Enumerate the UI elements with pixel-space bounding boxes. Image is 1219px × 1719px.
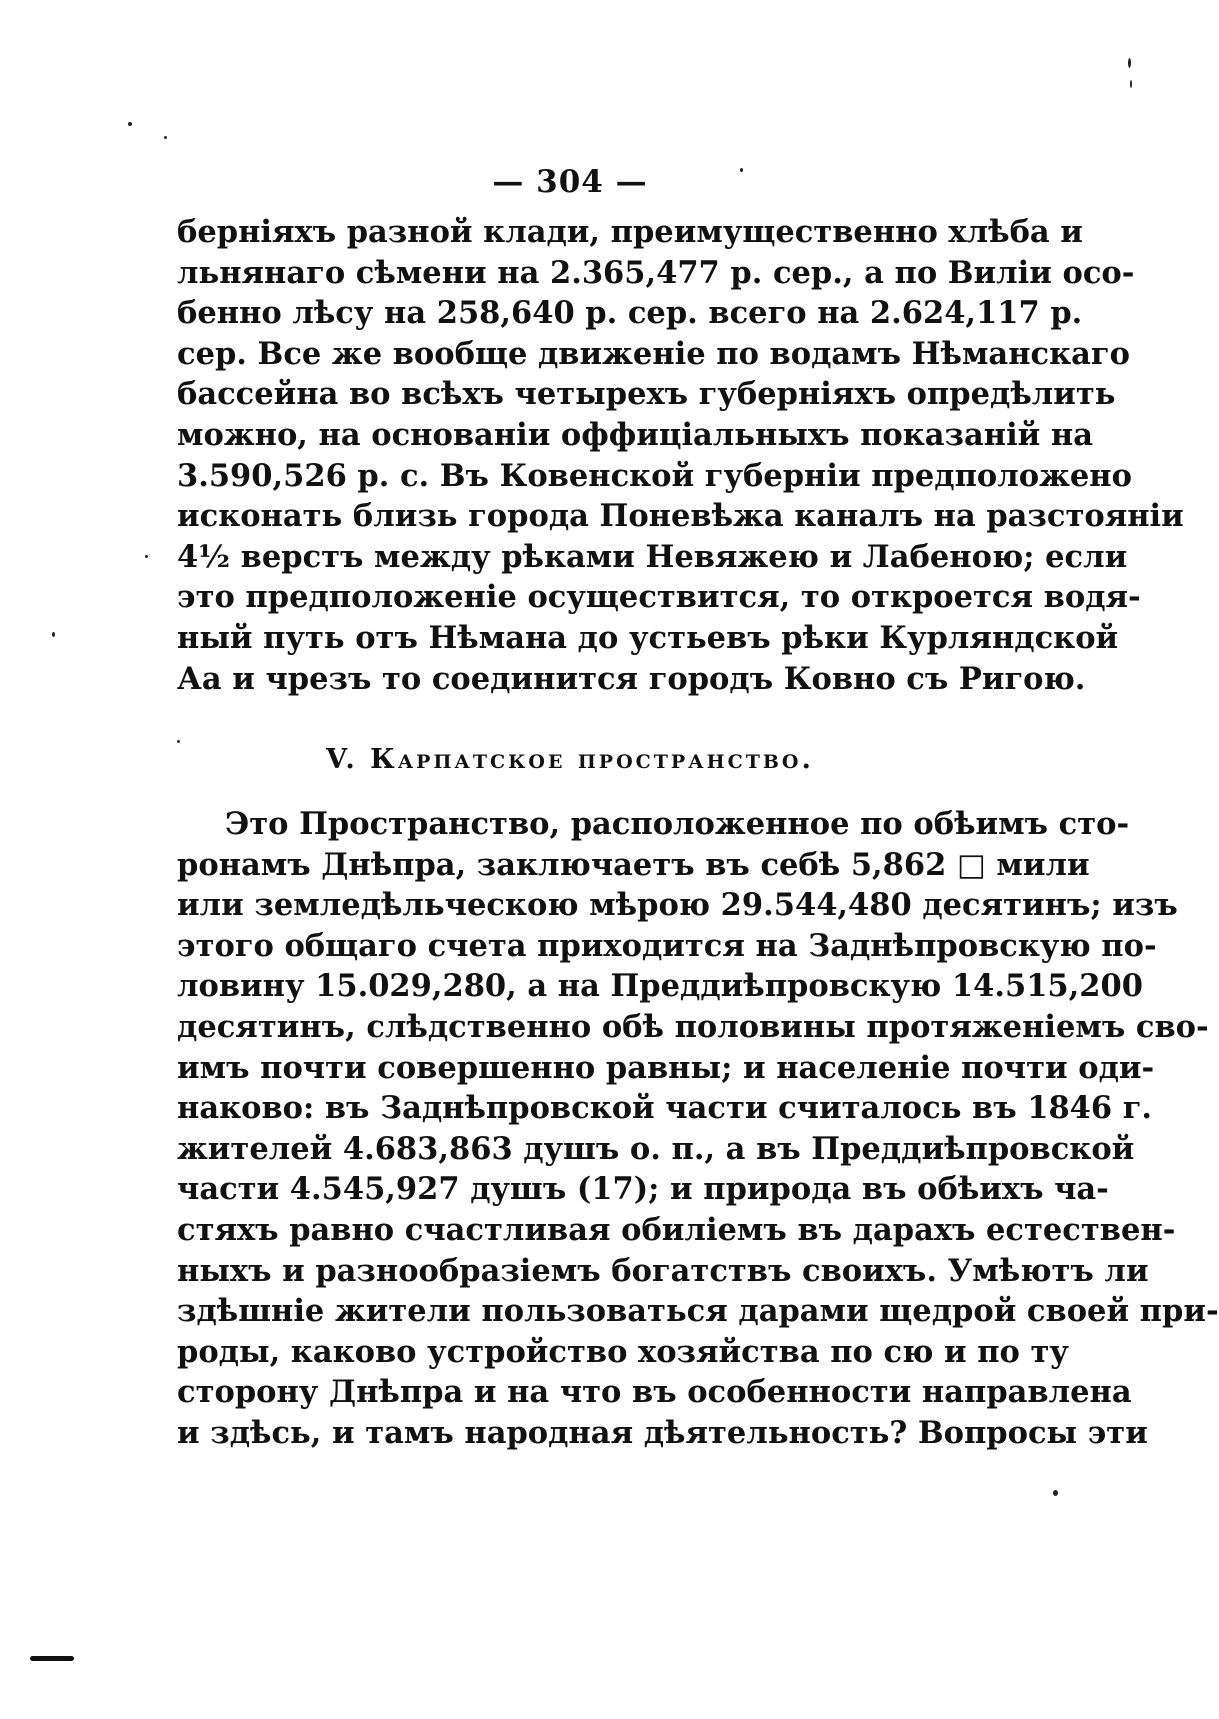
text-line: стяхъ равно счастливая обиліемъ въ дарахъ естествен- xyxy=(177,1211,1176,1248)
text-line: бенно лѣсу на 258,640 р. сер. всего на 2.624,117 р. xyxy=(177,295,1083,332)
paragraph-neman-basin xyxy=(177,212,1184,699)
scan-speck xyxy=(177,740,180,743)
text-line: ронамъ Днѣпра, заключаетъ въ себѣ 5,862 □ мили xyxy=(177,846,1090,883)
text-line: роды, каково устройство хозяйства по сю и по ту xyxy=(177,1333,1069,1370)
text-line: 3.590,526 р. с. Въ Ковенской губерніи предположено xyxy=(177,457,1132,494)
paragraph-carpathian-space xyxy=(177,804,1219,1454)
text-line: сторону Днѣпра и на что въ особенности направлена xyxy=(177,1374,1132,1411)
text-line: сер. Все же вообще движеніе по водамъ Нѣманскаго xyxy=(177,335,1130,372)
scan-speck xyxy=(740,168,743,172)
text-line: наково: въ Заднѣпровской части считалось въ 1846 г. xyxy=(177,1090,1153,1127)
text-line: можно, на основаніи оффиціальныхъ показаній на xyxy=(177,416,1094,453)
section-heading: V. Карпатское пространство. xyxy=(326,744,814,775)
scan-speck xyxy=(128,122,132,126)
text-line: ныхъ и разнообразіемъ богатствъ своихъ. Умѣютъ ли xyxy=(177,1252,1149,1289)
scan-speck xyxy=(145,555,148,558)
text-line: льнянаго сѣмени на 2.365,477 р. сер., а по Виліи осо- xyxy=(177,254,1135,291)
scan-speck xyxy=(164,136,167,139)
text-line: жителей 4.683,863 душъ о. п., а въ Преддиѣпровской xyxy=(177,1130,1135,1167)
text-line: ловину 15.029,280, а на Преддиѣпровскую 14.515,200 xyxy=(177,968,1143,1005)
page-number: — 304 — xyxy=(492,164,648,200)
text-line: 4½ верстъ между рѣками Невяжею и Лабенoю; если xyxy=(177,538,1128,575)
scan-speck xyxy=(1053,1490,1058,1496)
scan-smudge xyxy=(30,1656,74,1661)
text-line: Это Пространство, расположенное по обѣимъ сто- xyxy=(225,806,1130,842)
scan-speck xyxy=(52,632,55,637)
text-line: ный путь отъ Нѣмана до устьевъ рѣки Курляндской xyxy=(177,619,1119,656)
text-line: части 4.545,927 душъ (17); и природа въ обѣихъ ча- xyxy=(177,1171,1109,1208)
text-line: десятинъ, слѣдственно обѣ половины протяженіемъ сво- xyxy=(177,1008,1209,1045)
text-line: этого общаго счета приходится на Заднѣпровскую по- xyxy=(177,927,1157,964)
text-line: исконать близь города Поневѣжа каналъ на разстояніи xyxy=(177,498,1184,535)
text-line: берніяхъ разной клади, преимущественно хлѣба и xyxy=(177,214,1083,250)
scan-speck xyxy=(1130,80,1132,88)
text-line: здѣшніе жители пользоваться дарами щедрой своей при- xyxy=(177,1293,1219,1330)
text-line: имъ почти совершенно равны; и населеніе почти оди- xyxy=(177,1049,1155,1086)
text-line: и здѣсь, и тамъ народная дѣятельность? Вопросы эти xyxy=(177,1414,1148,1451)
scan-speck xyxy=(1128,58,1131,68)
text-line: это предположеніе осуществится, то откроется водя- xyxy=(177,579,1141,616)
text-line: бассейна во всѣхъ четырехъ губерніяхъ опредѣлить xyxy=(177,376,1116,413)
text-line: Аа и чрезъ то соединится городъ Ковно съ Ригою. xyxy=(177,660,1086,697)
text-line: или земледѣльческою мѣрою 29.544,480 десятинъ; изъ xyxy=(177,887,1178,924)
